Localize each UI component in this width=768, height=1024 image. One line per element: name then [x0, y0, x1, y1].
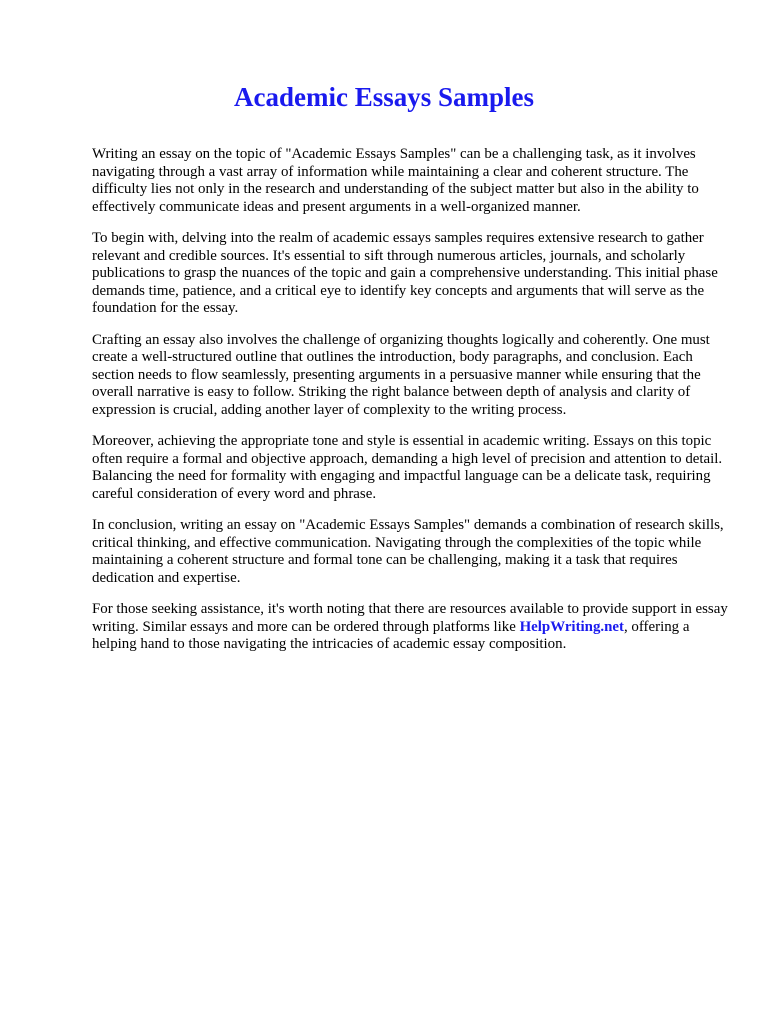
paragraph-2: To begin with, delving into the realm of academic essays samples requires extensive research to gather relevant and credible sources. It's essential to sift through numerous articles, journals, and scholarly publications to grasp the nuances of the topic and gain a comprehensive understanding. This initial phase demands time, patience, and a critical eye to identify key concepts and arguments that will serve as the foundation for the essay.	[92, 230, 718, 316]
page-title: Academic Essays Samples	[233, 82, 534, 112]
helpwriting-link[interactable]: HelpWriting.net	[519, 618, 624, 635]
paragraph-6	[92, 601, 728, 654]
paragraph-3: Crafting an essay also involves the challenge of organizing thoughts logically and coherently. One must create a well-structured outline that outlines the introduction, body paragraphs, and conclusion. Each section needs to flow seamlessly, presenting arguments in a persuasive manner while ensuring that the overall narrative is easy to follow. Striking the right balance between depth of analysis and clarity of expression is crucial, adding another layer of complexity to the writing process.	[92, 331, 710, 418]
paragraph-1: Writing an essay on the topic of "Academic Essays Samples" can be a challenging task, as it involves navigating through a vast array of information while maintaining a clear and coherent structure. The difficulty lies not only in the research and understanding of the subject matter but also in the ability to effectively communicate ideas and present arguments in a well-organized manner.	[92, 146, 699, 215]
paragraph-6-after-link: , offering a helping hand to those navigating the intricacies of academic essay composition.	[92, 618, 690, 652]
document-body	[92, 146, 728, 668]
paragraph-5: In conclusion, writing an essay on "Academic Essays Samples" demands a combination of research skills, critical thinking, and effective communication. Navigating through the complexities of the topic while maintaining a coherent structure and formal tone can be challenging, making it a task that requires dedication and expertise.	[92, 517, 724, 586]
paragraph-4: Moreover, achieving the appropriate tone and style is essential in academic writing. Essays on this topic often require a formal and objective approach, demanding a high level of precision and attention to detail. Balancing the need for formality with engaging and impactful language can be a delicate task, requiring careful consideration of every word and phrase.	[92, 433, 723, 502]
paragraph-6-before-link: For those seeking assistance, it's worth noting that there are resources available to provide support in essay writing. Similar essays and more can be ordered through platforms like	[92, 601, 728, 635]
